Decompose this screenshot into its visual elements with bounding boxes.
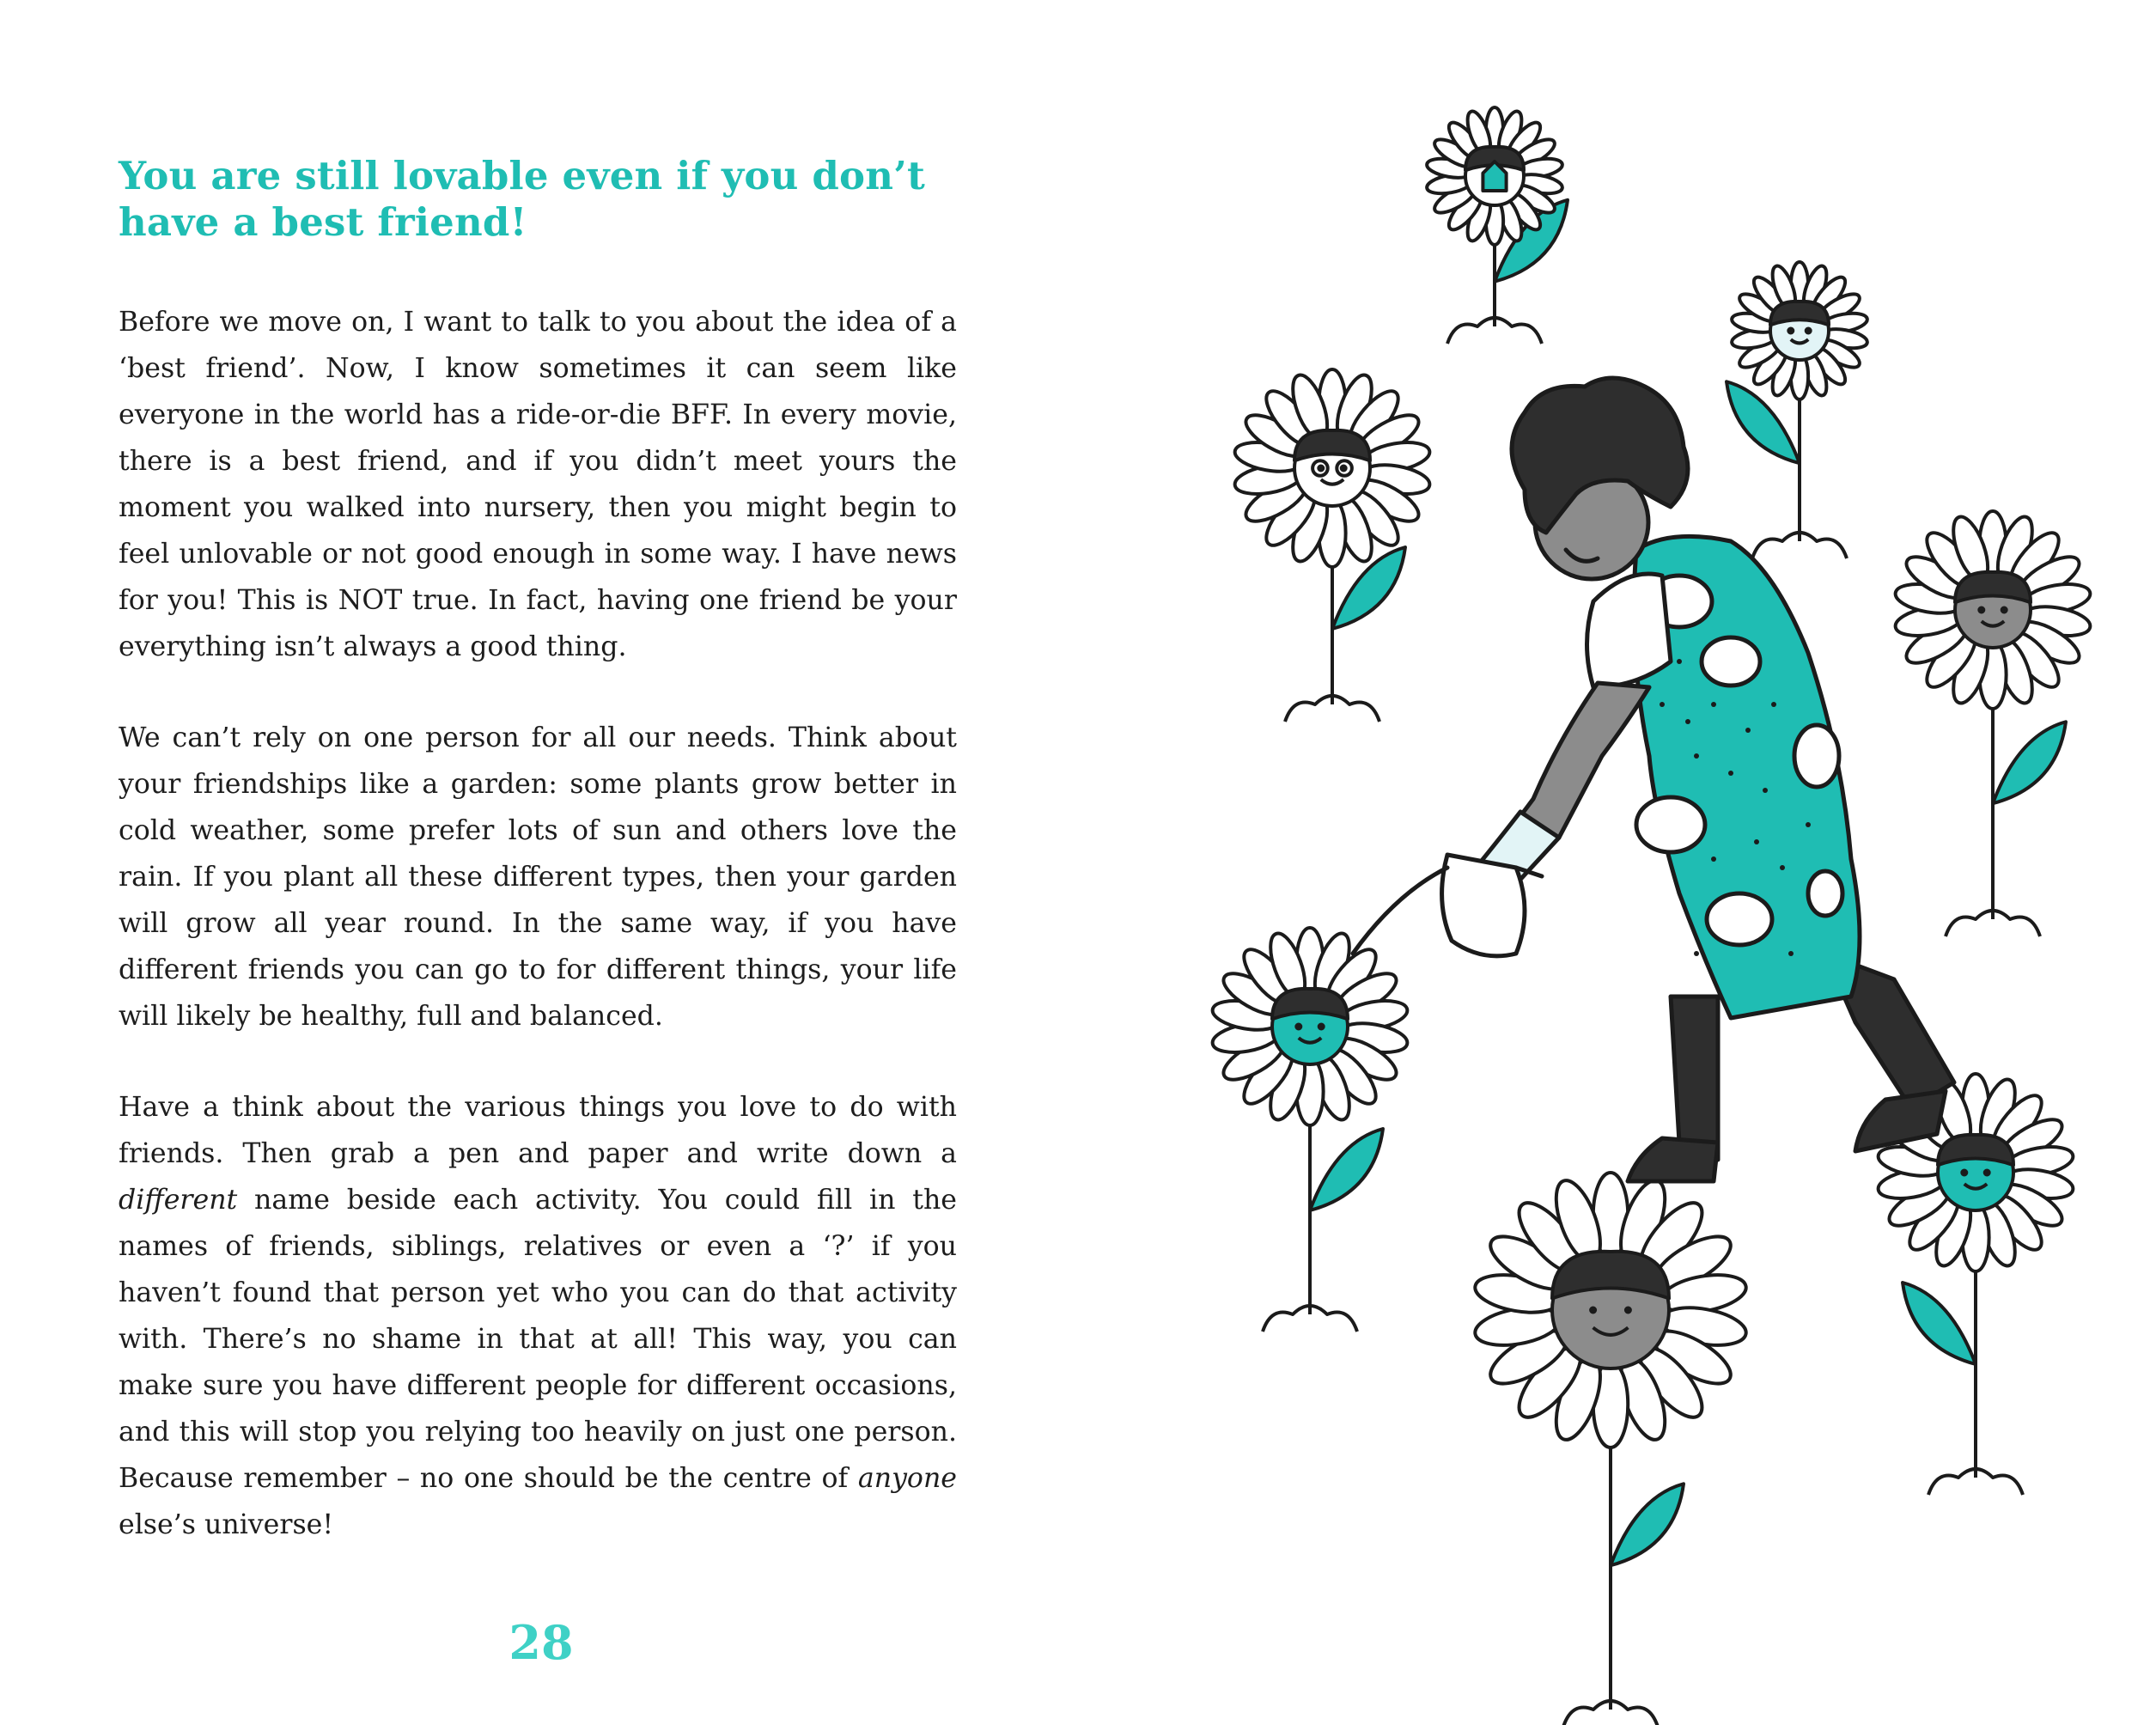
eye bbox=[1626, 1308, 1630, 1313]
gardener-figure bbox=[1353, 378, 1954, 1181]
paragraph-1 bbox=[119, 299, 957, 670]
eye bbox=[1319, 466, 1323, 471]
daisy-flower bbox=[1425, 107, 1568, 344]
paragraph-3 bbox=[119, 1084, 957, 1548]
eye bbox=[1806, 329, 1811, 333]
flower-hair bbox=[1770, 302, 1829, 325]
paragraph-1-text: Before we move on, I want to talk to you about the idea of a ‘best friend’. Now, I know sometimes it can seem like everyone in the world has a ride-or-die BFF. In every movie, there is a best friend, and if you didn’t meet yours the moment you walked into nursery, then you might begin to feel unlovable or not good enough in some way. I have news for you! This is NOT true. In fact, having one friend be your everything isn’t always a good thing. bbox=[119, 307, 957, 662]
paragraph-3-text-c: else’s universe! bbox=[119, 1509, 334, 1540]
paragraph-2-text: We can’t rely on one person for all our needs. Think about your friendships like a garden: some plants grow better in cold weather, some prefer lots of sun and others love the rain. If you plant all these different types, then your garden will grow all year round. In the same way, if you have different friends you can go to for different things, your life will likely be healthy, full and balanced. bbox=[119, 722, 957, 1032]
eye bbox=[1979, 608, 1983, 613]
daisy-flower bbox=[1893, 511, 2092, 936]
leaf-icon bbox=[1611, 1484, 1684, 1565]
page-number: 28 bbox=[509, 1615, 574, 1670]
eye bbox=[1788, 329, 1793, 333]
eye bbox=[1591, 1308, 1595, 1313]
gardener-watering-daisy-faces-illustration bbox=[1078, 0, 2156, 1725]
eye bbox=[1319, 1025, 1324, 1029]
paragraph-2 bbox=[119, 715, 957, 1039]
paragraph-3-text-a: Have a think about the various things you love to do with friends. Then grab a pen and paper and write down a bbox=[119, 1092, 957, 1169]
leaf-icon bbox=[1993, 722, 2066, 803]
right-page bbox=[1078, 0, 2156, 1725]
daisy-flowers bbox=[1210, 107, 2092, 1725]
body-text bbox=[119, 299, 957, 1593]
eye bbox=[1296, 1025, 1300, 1029]
eye bbox=[1342, 466, 1346, 471]
leaf-icon bbox=[1903, 1283, 1976, 1364]
daisy-flower bbox=[1210, 928, 1410, 1332]
leaf-icon bbox=[1310, 1129, 1383, 1210]
eye bbox=[2002, 608, 2007, 613]
daisy-flower bbox=[1472, 1173, 1749, 1725]
paragraph-3-emphasis-anyone: anyone bbox=[857, 1463, 957, 1494]
paragraph-3-text-b: name beside each activity. You could fill in the names of friends, siblings, relatives or even a ‘?’ if you haven’t found that person yet who you can do that activity with. There’s no shame in that at all! This way, you can make sure you have different people for different occasions, and this will stop you relying too heavily on just one person. Because remember – no one should be the centre of bbox=[119, 1185, 957, 1494]
daisy-flower bbox=[1233, 369, 1432, 722]
leaf-icon bbox=[1727, 381, 1800, 463]
eye bbox=[1962, 1171, 1966, 1175]
paragraph-3-emphasis-different: different bbox=[119, 1185, 238, 1216]
eye bbox=[1985, 1171, 1989, 1175]
page-heading: You are still lovable even if you don’t have a best friend! bbox=[119, 153, 926, 245]
daisy-flower bbox=[1727, 262, 1869, 558]
